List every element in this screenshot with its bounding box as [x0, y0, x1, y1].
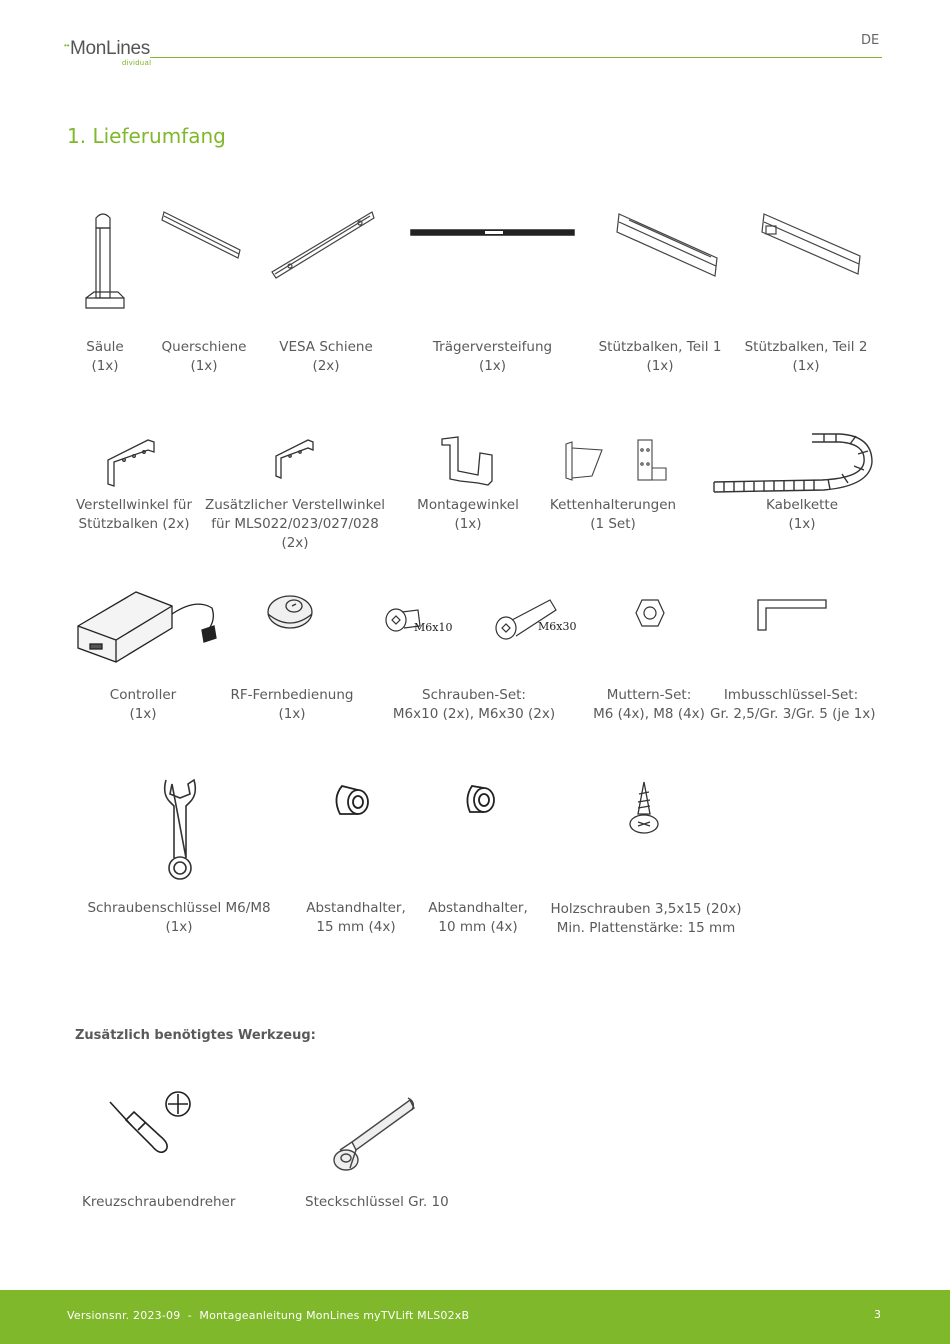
item-label: Zusätzlicher Verstellwinkel für MLS022/023/027/028 (2x) — [204, 497, 386, 551]
logo-subtext: dividual — [122, 58, 152, 67]
nut-illustration — [634, 598, 666, 628]
vesa-rail-illustration — [270, 210, 376, 280]
logo-mark-icon: •• — [64, 41, 70, 50]
mounting-bracket-illustration — [438, 435, 498, 487]
screw-short-label: M6x10 — [414, 621, 453, 634]
item-label: Imbusschlüssel-Set: Gr. 2,5/Gr. 3/Gr. 5 (je 1x) — [710, 687, 876, 722]
item-label: Schraubenschlüssel M6/M8 (1x) — [87, 900, 271, 935]
spacer-10mm-illustration — [460, 782, 496, 818]
spacer-15mm-illustration — [330, 784, 370, 820]
page-number: 3 — [874, 1308, 881, 1321]
item-label: RF-Fernbedienung (1x) — [230, 687, 354, 722]
wrench-illustration — [160, 778, 200, 882]
screw-m6x10-illustration — [384, 600, 454, 636]
extra-adjustment-bracket-illustration — [272, 440, 316, 480]
cable-chain-illustration — [712, 436, 872, 496]
language-code: DE — [861, 33, 880, 48]
logo-text: MonLines — [70, 38, 150, 59]
item-label: Trägerversteifung (1x) — [432, 339, 553, 374]
item-label: Abstandhalter, 15 mm (4x) — [306, 900, 406, 935]
column-illustration — [80, 208, 130, 313]
footer-text: Versionsnr. 2023-09 - Montageanleitung MonLines myTVLift MLS02xB — [67, 1309, 470, 1322]
item-label: Muttern-Set: M6 (4x), M8 (4x) — [593, 687, 705, 722]
item-label: Säule (1x) — [86, 339, 124, 374]
screw-long-label: M6x30 — [538, 620, 577, 633]
adjustment-bracket-illustration — [104, 440, 156, 488]
phillips-screwdriver-illustration — [108, 1090, 196, 1160]
item-label: Schrauben-Set: M6x10 (2x), M6x30 (2x) — [392, 687, 556, 722]
item-label: Kabelkette (1x) — [765, 497, 839, 532]
item-label: Holzschrauben 3,5x15 (20x) Min. Plattenstärke: 15 mm — [550, 901, 742, 936]
support-beam-part2-illustration — [760, 212, 862, 278]
controller-illustration — [76, 590, 222, 666]
item-label: Querschiene (1x) — [161, 339, 247, 374]
item-label: Kettenhalterungen (1 Set) — [549, 497, 677, 532]
hex-key-illustration — [756, 598, 828, 634]
chain-holders-illustration — [562, 438, 670, 484]
extra-tools-title: Zusätzlich benötigtes Werkzeug: — [75, 1028, 316, 1043]
item-label: VESA Schiene (2x) — [279, 339, 373, 374]
brand-logo — [64, 38, 152, 67]
extra-tool-label: Steckschlüssel Gr. 10 — [305, 1194, 449, 1210]
wood-screw-illustration — [626, 780, 662, 836]
beam-reinforcement-illustration — [410, 224, 575, 236]
remote-control-illustration — [266, 592, 314, 632]
item-label: Stützbalken, Teil 1 (1x) — [598, 339, 722, 374]
item-label: Controller (1x) — [109, 687, 177, 722]
support-beam-part1-illustration — [615, 212, 719, 280]
socket-wrench-illustration — [326, 1096, 416, 1176]
screw-m6x30-illustration — [494, 596, 578, 642]
extra-tool-label: Kreuzschraubendreher — [82, 1194, 236, 1210]
cross-rail-illustration — [160, 210, 242, 260]
item-label: Abstandhalter, 10 mm (4x) — [428, 900, 528, 935]
item-label: Stützbalken, Teil 2 (1x) — [744, 339, 868, 374]
header-divider — [150, 57, 882, 58]
item-label: Verstellwinkel für Stützbalken (2x) — [75, 497, 193, 532]
item-label: Montagewinkel (1x) — [417, 497, 519, 532]
section-title: 1. Lieferumfang — [67, 124, 226, 148]
